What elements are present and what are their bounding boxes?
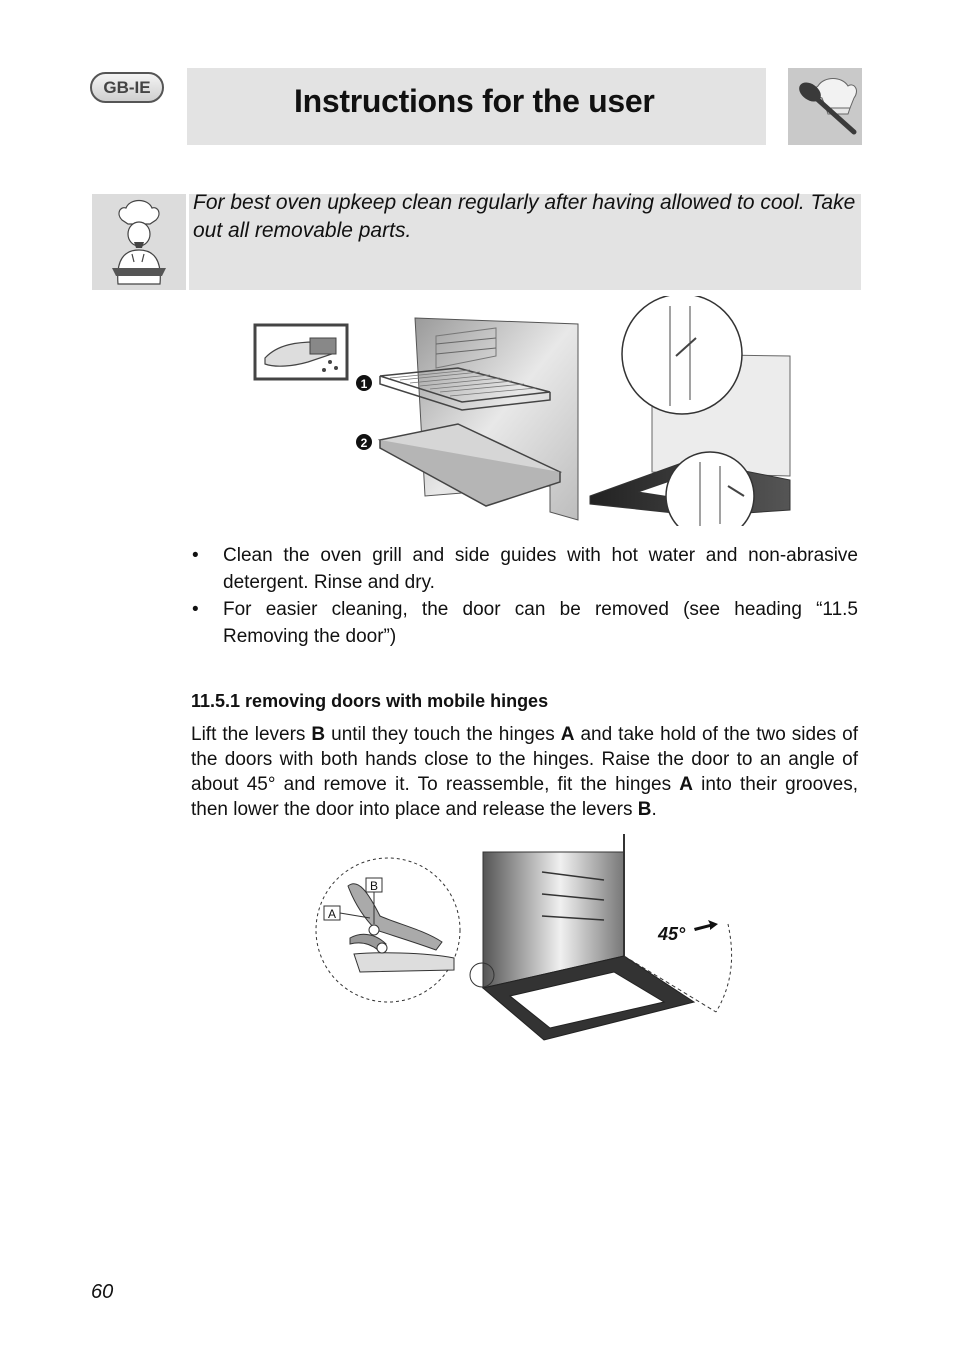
callout-1	[356, 375, 372, 391]
spoon-and-chef-hat-icon	[788, 68, 862, 145]
bullet-item: • For easier cleaning, the door can be removed (see heading “11.5 Removing the door”)	[192, 599, 858, 647]
section-paragraph: Lift the levers B until they touch the hinges A and take hold of the two sides of the doors with both hands close to the hinges. Raise the door to an angle of about 45° and remove it. To reassemble, fit the hinges A into their grooves, then lower the door into place and release the levers B.	[191, 724, 858, 820]
cleaning-sponge-icon	[255, 325, 347, 379]
callout-2	[356, 434, 372, 450]
oven-cleaning-illustration	[250, 296, 795, 526]
bullet-text: Clean the oven grill and side guides with hot water and non-abrasive detergent. Rinse and dry.	[223, 545, 858, 593]
angle-indicator	[657, 920, 718, 944]
callout-2-label: 2	[360, 436, 368, 450]
label-a-text: A	[327, 907, 337, 921]
page-title: Instructions for the user	[294, 83, 655, 119]
callout-1-label: 1	[360, 377, 368, 391]
hinge-detail-upper	[622, 296, 742, 414]
bullet-text: For easier cleaning, the door can be removed (see heading “11.5 Removing the door”)	[223, 599, 858, 647]
region-badge: GB-IE	[90, 72, 164, 103]
door-removal-illustration	[314, 832, 744, 1047]
title-bar	[187, 68, 766, 145]
page-number: 60	[91, 1281, 114, 1303]
label-b-text: B	[369, 879, 379, 893]
bullet-item: • Clean the oven grill and side guides with hot water and non-abrasive detergent. Rinse and dry.	[192, 545, 858, 593]
section-heading: 11.5.1 removing doors with mobile hinges	[191, 691, 549, 711]
angle-label: 45°	[658, 924, 686, 944]
note-box	[189, 191, 861, 290]
bullet-list	[192, 542, 858, 650]
note-text: For best oven upkeep clean regularly after having allowed to cool. Take out all removable parts.	[193, 191, 856, 242]
chef-icon	[92, 194, 186, 290]
